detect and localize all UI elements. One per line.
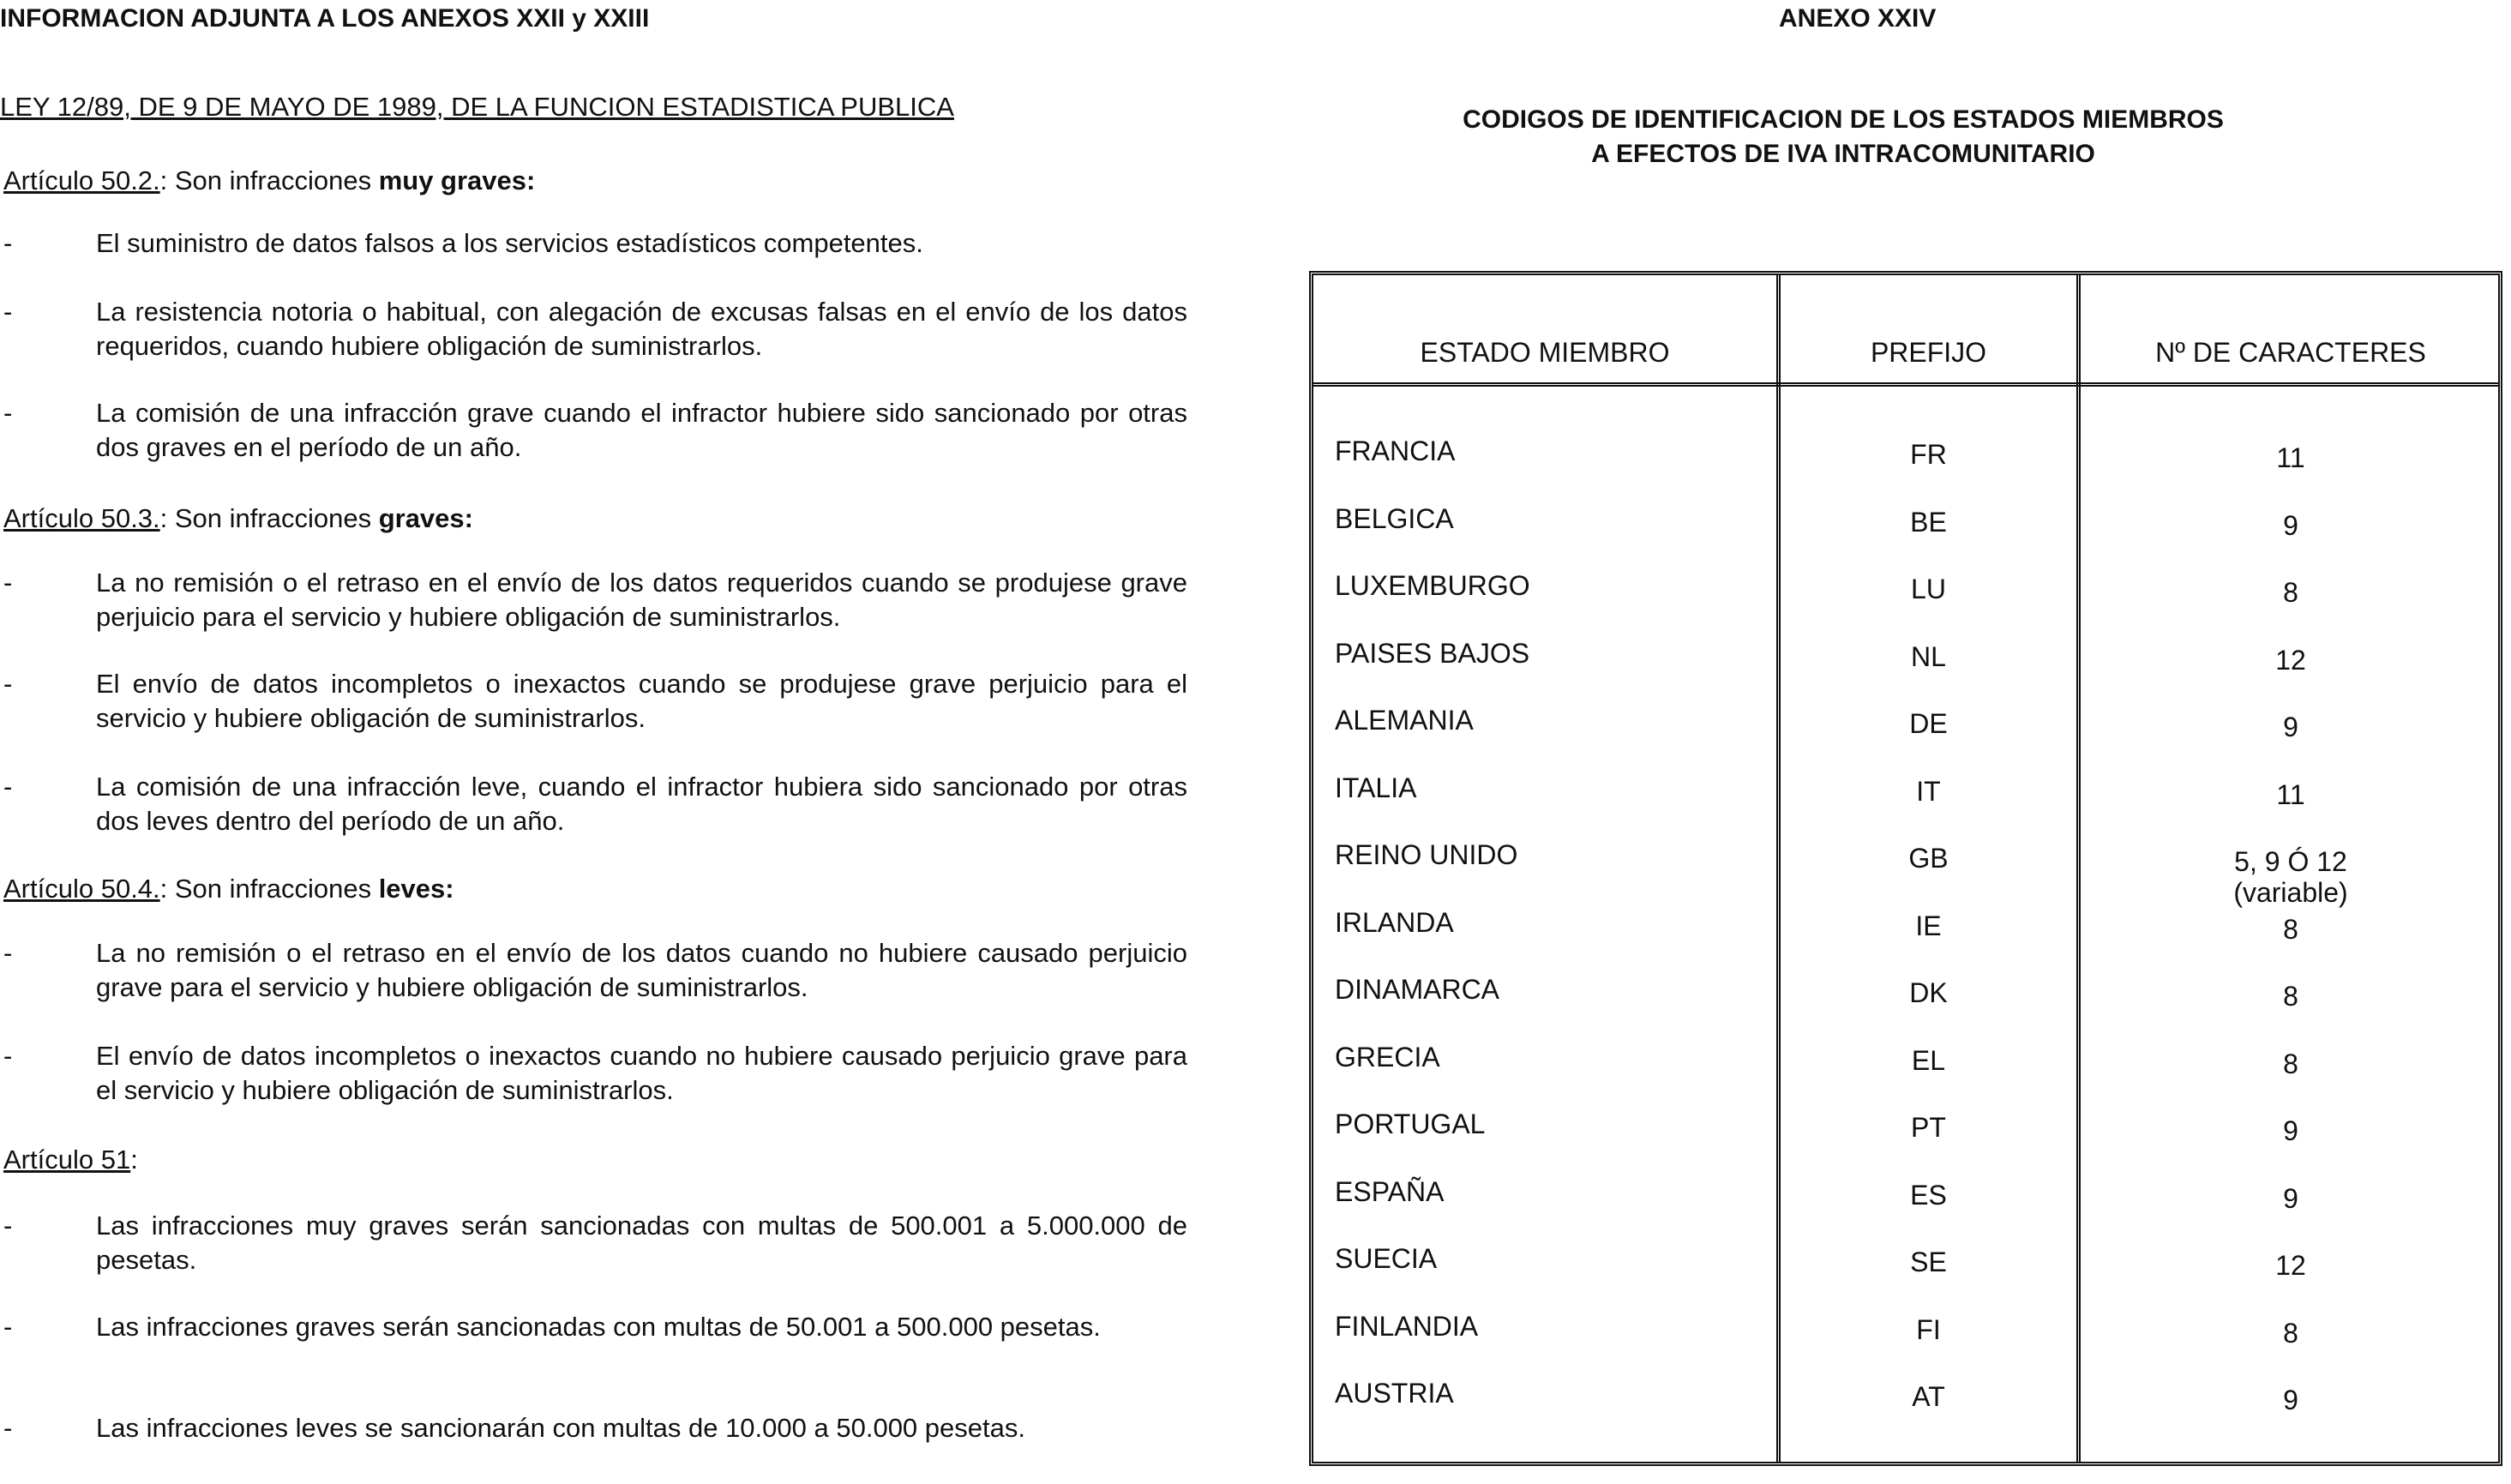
list-item <box>0 1039 1187 1108</box>
table-row <box>1313 1107 2498 1174</box>
cell-state: AUSTRIA <box>1335 1378 1454 1409</box>
bullet-dash: - <box>3 772 13 802</box>
cell-state: FRANCIA <box>1335 436 1456 466</box>
cell-prefix: SE <box>1910 1247 1947 1277</box>
list-item <box>0 396 1187 465</box>
cell-state: BELGICA <box>1335 503 1454 534</box>
bullet-dash: - <box>3 1413 13 1443</box>
column-header-state: ESTADO MIEMBRO <box>1420 337 1670 368</box>
cell-chars: 8 <box>2283 914 2298 945</box>
list-item-text: La no remisión o el retraso en el envío de los datos cuando no hubiere causado perjuicio grave para el servicio y hubiere obligación de suministrarlos. <box>96 938 1187 1002</box>
cell-state: ESPAÑA <box>1335 1176 1445 1207</box>
header-divider <box>1313 382 2498 387</box>
list-item <box>0 1209 1187 1277</box>
cell-prefix: IT <box>1916 776 1941 807</box>
article-ref: Artículo 50.2. <box>3 165 160 195</box>
article-heading <box>3 502 473 536</box>
cell-chars: 8 <box>2283 1318 2298 1349</box>
cell-prefix: DE <box>1909 708 1948 739</box>
list-item <box>0 667 1187 736</box>
cell-prefix: IE <box>1915 910 1942 941</box>
article-severity: leves: <box>378 874 454 904</box>
table-title-line: A EFECTOS DE IVA INTRACOMUNITARIO <box>1591 140 2095 168</box>
cell-chars: 9 <box>2283 1385 2298 1415</box>
table-row <box>1313 636 2498 703</box>
column-header-prefix: PREFIJO <box>1870 337 1987 368</box>
cell-prefix: ES <box>1910 1180 1947 1211</box>
article-ref: Artículo 50.3. <box>3 503 160 533</box>
cell-prefix: AT <box>1912 1381 1945 1412</box>
list-item <box>0 566 1187 634</box>
table-row <box>1313 434 2498 501</box>
cell-prefix: PT <box>1911 1112 1946 1143</box>
cell-chars: 9 <box>2283 712 2298 742</box>
cell-state: LUXEMBURGO <box>1335 570 1530 601</box>
list-item <box>0 770 1187 838</box>
article-severity: muy graves: <box>378 165 536 195</box>
table-title-line: CODIGOS DE IDENTIFICACION DE LOS ESTADOS MIEMBROS <box>1463 105 2224 134</box>
table-row <box>1313 905 2498 972</box>
article-heading <box>3 164 535 198</box>
list-item <box>0 295 1187 363</box>
article-heading <box>3 1143 138 1177</box>
cell-chars: 8 <box>2283 1048 2298 1079</box>
cell-state: REINO UNIDO <box>1335 839 1518 870</box>
list-item-text: La comisión de una infracción grave cuando el infractor hubiere sido sancionado por otras dos graves en el período de un año. <box>96 398 1187 462</box>
list-item-text: La no remisión o el retraso en el envío de los datos requeridos cuando se produjese grave perjuicio para el servicio y hubiere obligación de suministrarlos. <box>96 568 1187 632</box>
table-title <box>1372 103 2315 171</box>
table-row <box>1313 703 2498 770</box>
list-item-text: Las infracciones muy graves serán sancionadas con multas de 500.001 a 5.000.000 de pesetas. <box>96 1211 1187 1275</box>
cell-prefix: BE <box>1910 507 1947 538</box>
annex-header: ANEXO XXIV <box>1779 4 1937 33</box>
article-ref: Artículo 50.4. <box>3 874 160 904</box>
table-row <box>1313 1241 2498 1308</box>
list-item-text: El suministro de datos falsos a los servicios estadísticos competentes. <box>96 228 923 258</box>
cell-chars: 11 <box>2276 779 2305 810</box>
bullet-dash: - <box>3 228 13 258</box>
cell-chars: 8 <box>2283 577 2298 608</box>
bullet-dash: - <box>3 669 13 699</box>
cell-chars: 11 <box>2276 442 2305 473</box>
cell-chars: 5, 9 Ó 12 <box>2234 846 2347 877</box>
cell-prefix: FI <box>1916 1314 1941 1345</box>
article-ref: Artículo 51 <box>3 1145 131 1175</box>
vat-codes-table <box>1309 271 2502 1466</box>
left-header: INFORMACION ADJUNTA A LOS ANEXOS XXII y XXIII <box>0 4 650 33</box>
cell-prefix: NL <box>1911 641 1946 672</box>
article-severity: graves: <box>378 503 473 533</box>
table-row <box>1313 972 2498 1039</box>
table-row <box>1313 838 2498 908</box>
table-row <box>1313 568 2498 635</box>
cell-prefix: DK <box>1909 977 1948 1008</box>
cell-state: DINAMARCA <box>1335 974 1500 1005</box>
cell-chars-note: (variable) <box>2233 877 2348 908</box>
cell-state: ITALIA <box>1335 772 1417 803</box>
cell-state: ALEMANIA <box>1335 705 1474 736</box>
article-text: : Son infracciones <box>159 874 379 904</box>
cell-prefix: FR <box>1910 439 1947 470</box>
list-item-text: La comisión de una infracción leve, cuando el infractor hubiera sido sancionado por otras dos leves dentro del período de un año. <box>96 772 1187 836</box>
list-item-text: El envío de datos incompletos o inexactos cuando no hubiere causado perjuicio grave para el servicio y hubiere obligación de suministrarlos. <box>96 1041 1187 1105</box>
cell-state: PORTUGAL <box>1335 1108 1486 1139</box>
table-row <box>1313 1040 2498 1107</box>
article-text: : Son infracciones <box>159 165 379 195</box>
bullet-dash: - <box>3 297 13 327</box>
cell-state: PAISES BAJOS <box>1335 638 1530 669</box>
bullet-dash: - <box>3 1312 13 1342</box>
cell-chars: 8 <box>2283 981 2298 1012</box>
cell-state: GRECIA <box>1335 1042 1440 1072</box>
cell-state: FINLANDIA <box>1335 1311 1479 1342</box>
law-title: LEY 12/89, DE 9 DE MAYO DE 1989, DE LA FUNCION ESTADISTICA PUBLICA <box>0 92 954 122</box>
list-item <box>0 226 1187 261</box>
cell-prefix: EL <box>1911 1045 1946 1076</box>
list-item-text: Las infracciones graves serán sancionadas con multas de 50.001 a 500.000 pesetas. <box>96 1312 1101 1342</box>
table-row <box>1313 771 2498 838</box>
article-heading <box>3 872 454 906</box>
table-row <box>1313 502 2498 568</box>
cell-chars: 9 <box>2283 1115 2298 1146</box>
table-row <box>1313 1175 2498 1241</box>
cell-prefix: GB <box>1908 843 1949 874</box>
cell-chars: 12 <box>2275 1250 2306 1281</box>
bullet-dash: - <box>3 568 13 598</box>
list-item <box>0 936 1187 1005</box>
list-item <box>0 1310 1187 1344</box>
table-row <box>1313 1309 2498 1376</box>
article-text: : <box>130 1145 138 1175</box>
cell-state: IRLANDA <box>1335 907 1454 938</box>
bullet-dash: - <box>3 1041 13 1071</box>
cell-chars: 9 <box>2283 510 2298 541</box>
cell-chars: 12 <box>2275 645 2306 676</box>
bullet-dash: - <box>3 398 13 428</box>
table-row <box>1313 1376 2498 1443</box>
cell-chars: 9 <box>2283 1183 2298 1214</box>
column-header-chars: Nº DE CARACTERES <box>2155 337 2426 368</box>
cell-state: SUECIA <box>1335 1243 1438 1274</box>
list-item-text: La resistencia notoria o habitual, con alegación de excusas falsas en el envío de los datos requeridos, cuando hubiere obligación de suministrarlos. <box>96 297 1187 361</box>
bullet-dash: - <box>3 1211 13 1241</box>
article-text: : Son infracciones <box>159 503 379 533</box>
list-item-text: Las infracciones leves se sancionarán con multas de 10.000 a 50.000 pesetas. <box>96 1413 1025 1443</box>
list-item-text: El envío de datos incompletos o inexactos cuando se produjese grave perjuicio para el servicio y hubiere obligación de suministrarlos. <box>96 669 1187 733</box>
list-item <box>0 1411 1187 1445</box>
cell-prefix: LU <box>1911 574 1946 604</box>
bullet-dash: - <box>3 938 13 968</box>
